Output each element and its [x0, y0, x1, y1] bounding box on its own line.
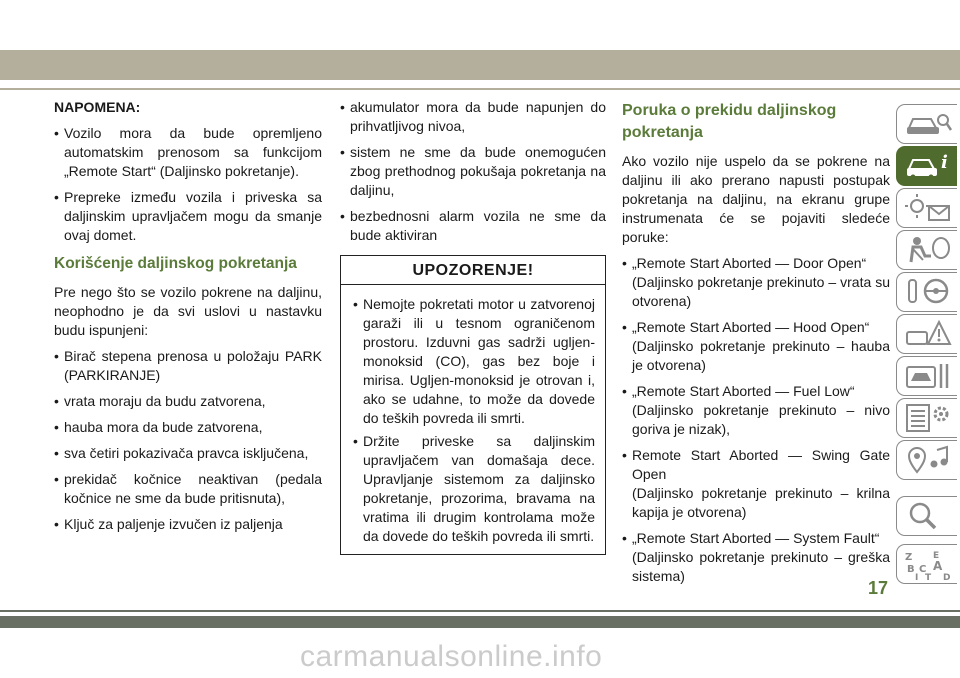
abort-message-title: „Remote Start Aborted — Door Open“ [632, 255, 867, 271]
roadside-warning-icon [903, 318, 953, 350]
warning-item: • Držite priveske sa daljinskim upravljačem van domašaja dece. Upravljanje sistemom za daljinsko pokretanje, prozorima, bravama na vratima ili drugim kontrolama može da dovede do teških povreda ili smrti. [353, 432, 595, 546]
abort-message-item [622, 382, 890, 439]
conditions-list [54, 347, 322, 534]
warning-lights-message-icon [903, 192, 953, 224]
condition-item: • bezbednosni alarm vozila ne sme da bude aktiviran [340, 207, 606, 245]
abort-message-desc: (Daljinsko pokretanje prekinuto – hauba je otvorena) [632, 338, 890, 373]
abort-message-item [622, 318, 890, 375]
tab-multimedia[interactable] [896, 440, 957, 480]
tab-alphabetical-index[interactable] [896, 544, 957, 584]
letter-b: B [907, 564, 915, 575]
column-right [622, 98, 890, 593]
tab-index-search[interactable] [896, 496, 957, 536]
column-left [54, 98, 322, 541]
car-tools-icon [903, 360, 953, 392]
abort-message-desc: (Daljinsko pokretanje prekinuto – krilna kapija je otvorena) [632, 485, 890, 520]
svg-text:i: i [941, 152, 948, 173]
tab-car-search[interactable] [896, 104, 957, 144]
letter-a: A [933, 559, 943, 573]
letter-i: I [915, 573, 919, 580]
car-search-icon [903, 108, 953, 140]
abort-message-title: „Remote Start Aborted — Fuel Low“ [632, 383, 855, 399]
watermark: carmanualsonline.info [300, 640, 603, 673]
condition-item: • Ključ za paljenje izvučen iz paljenja [54, 515, 322, 534]
condition-item: • sva četiri pokazivača pravca isključena, [54, 444, 322, 463]
note-list [54, 124, 322, 245]
conditions-intro: Pre nego što se vozilo pokrene na daljinu, neophodno je da svi uslovi u nastavku budu ispunjeni: [54, 284, 322, 338]
letter-t: T [925, 573, 932, 580]
abort-message-desc: (Daljinsko pokretanje prekinuto – greška sistema) [632, 549, 890, 584]
condition-item: • hauba mora da bude zatvorena, [54, 418, 322, 437]
tab-safety[interactable] [896, 230, 957, 270]
condition-item: • Birač stepena prenosa u položaju PARK (PARKIRANJE) [54, 347, 322, 385]
note-item: • Vozilo mora da bude opremljeno automatskim prenosom sa funkcijom „Remote Start“ (Daljinsko pokretanje). [54, 124, 322, 181]
tab-car-info[interactable] [896, 146, 957, 186]
note-heading: NAPOMENA: [54, 99, 141, 115]
section-title-using-remote-start: Korišćenje daljinskog pokretanja [54, 255, 297, 272]
warning-title: UPOZORENJE! [341, 256, 605, 285]
abort-message-desc: (Daljinsko pokretanje prekinuto – nivo goriva je nizak), [632, 402, 890, 437]
alphabet-index-icon [903, 548, 953, 580]
column-middle [340, 98, 606, 555]
note-item: • Prepreke između vozila i priveska sa daljinskim upravljačem mogu da smanje ovaj domet. [54, 188, 322, 245]
warning-item: • Nemojte pokretati motor u zatvorenoj garaži ili u tesnom ograničenom prostoru. Izduvni gas sadrži ugljen-monoksid (CO), gas bez boje i mirisa. Ugljen-monoksid je otrovan i, ako se udahne, to može da dovede do teških povreda ili smrti. [353, 295, 595, 428]
steering-wheel-key-icon [903, 276, 953, 308]
abort-message-title: Remote Start Aborted — Swing Gate Open [632, 447, 890, 482]
header-rule [0, 88, 960, 90]
magnifier-index-icon [903, 500, 953, 532]
abort-messages-list [622, 254, 890, 586]
page-number: 17 [868, 578, 889, 598]
specifications-gear-icon [903, 402, 953, 434]
section-title-abort-message: Poruka o prekidu daljinskog pokretanja [622, 102, 837, 141]
tab-specifications[interactable] [896, 398, 957, 438]
condition-item: • vrata moraju da budu zatvorena, [54, 392, 322, 411]
abort-message-item [622, 254, 890, 311]
airbag-safety-icon [903, 234, 953, 266]
warning-list [341, 285, 605, 554]
abort-message-title: „Remote Start Aborted — System Fault“ [632, 530, 880, 546]
condition-item: • prekidač kočnice neaktivan (pedala kočnice ne sme da bude pritisnuta), [54, 470, 322, 508]
tab-starting-operating[interactable] [896, 272, 957, 312]
abort-message-item [622, 529, 890, 586]
letter-d: D [943, 573, 951, 580]
footer-rule [0, 610, 960, 612]
letter-c: C [919, 564, 927, 575]
abort-message-item [622, 446, 890, 522]
tab-emergency[interactable] [896, 314, 957, 354]
condition-item: • akumulator mora da bude napunjen do prihvatljivog nivoa, [340, 98, 606, 136]
abort-message-title: „Remote Start Aborted — Hood Open“ [632, 319, 870, 335]
footer-band [0, 616, 960, 628]
abort-message-desc: (Daljinsko pokretanje prekinuto – vrata su otvorena) [632, 274, 890, 309]
header-band [0, 50, 960, 80]
warning-box [340, 255, 606, 555]
abort-intro: Ako vozilo nije uspelo da se pokrene na daljinu ili ako prerano napusti postupak pokretanja na daljinu, na ekranu grupe instrumenata će se pojaviti sledeće poruke: [622, 153, 890, 245]
letter-e: E [933, 551, 940, 561]
tab-servicing[interactable] [896, 356, 957, 396]
tab-warning-lights[interactable] [896, 188, 957, 228]
multimedia-navigation-icon [903, 444, 953, 476]
conditions-list-continued [340, 98, 606, 245]
condition-item: • sistem ne sme da bude onemogućen zbog prethodnog pokušaja pokretanja na daljinu, [340, 143, 606, 200]
car-info-icon [903, 150, 953, 182]
letter-z: Z [905, 552, 913, 563]
